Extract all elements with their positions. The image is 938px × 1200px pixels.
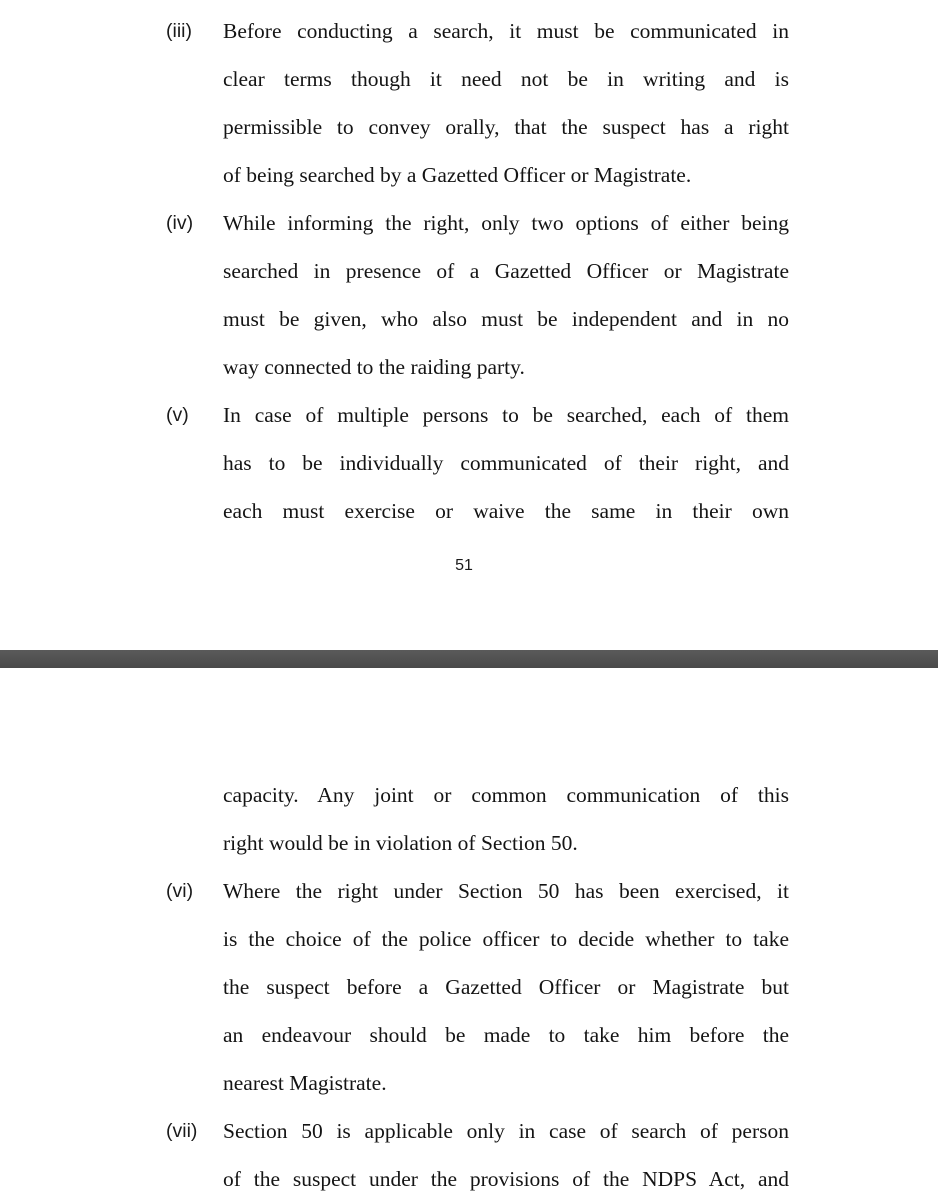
list-marker-vii: (vii) — [166, 1120, 198, 1142]
list-marker-vi: (vi) — [166, 880, 194, 902]
page-number: 51 — [455, 557, 473, 574]
page-separator — [0, 650, 938, 668]
text-line: Before conducting a search, it must be communicated in — [223, 19, 789, 43]
text-line: way connected to the raiding party. — [223, 355, 525, 379]
text-line: nearest Magistrate. — [223, 1071, 387, 1095]
text-line: an endeavour should be made to take him before the — [223, 1023, 789, 1047]
text-line: right would be in violation of Section 50. — [223, 831, 578, 855]
text-line: capacity. Any joint or common communication of this — [223, 783, 789, 807]
text-line: is the choice of the police officer to decide whether to take — [223, 927, 789, 951]
text-line: of being searched by a Gazetted Officer or Magistrate. — [223, 163, 692, 187]
text-line: each must exercise or waive the same in their own — [223, 499, 789, 523]
text-line: searched in presence of a Gazetted Officer or Magistrate — [223, 259, 789, 283]
text-line: permissible to convey orally, that the suspect has a right — [223, 115, 789, 139]
list-marker-iii: (iii) — [166, 20, 192, 42]
document-page-bottom — [0, 668, 938, 1200]
text-line: While informing the right, only two options of either being — [223, 211, 789, 235]
list-marker-iv: (iv) — [166, 212, 194, 234]
text-line: Section 50 is applicable only in case of search of person — [223, 1119, 789, 1143]
text-line: In case of multiple persons to be searched, each of them — [223, 403, 789, 427]
text-line: the suspect before a Gazetted Officer or Magistrate but — [223, 975, 789, 999]
text-line: clear terms though it need not be in writing and is — [223, 67, 789, 91]
text-line: of the suspect under the provisions of the NDPS Act, and — [223, 1167, 789, 1191]
list-marker-v: (v) — [166, 404, 189, 426]
text-line: must be given, who also must be independent and in no — [223, 307, 789, 331]
text-line: Where the right under Section 50 has been exercised, it — [223, 879, 789, 903]
text-line: has to be individually communicated of their right, and — [223, 451, 789, 475]
